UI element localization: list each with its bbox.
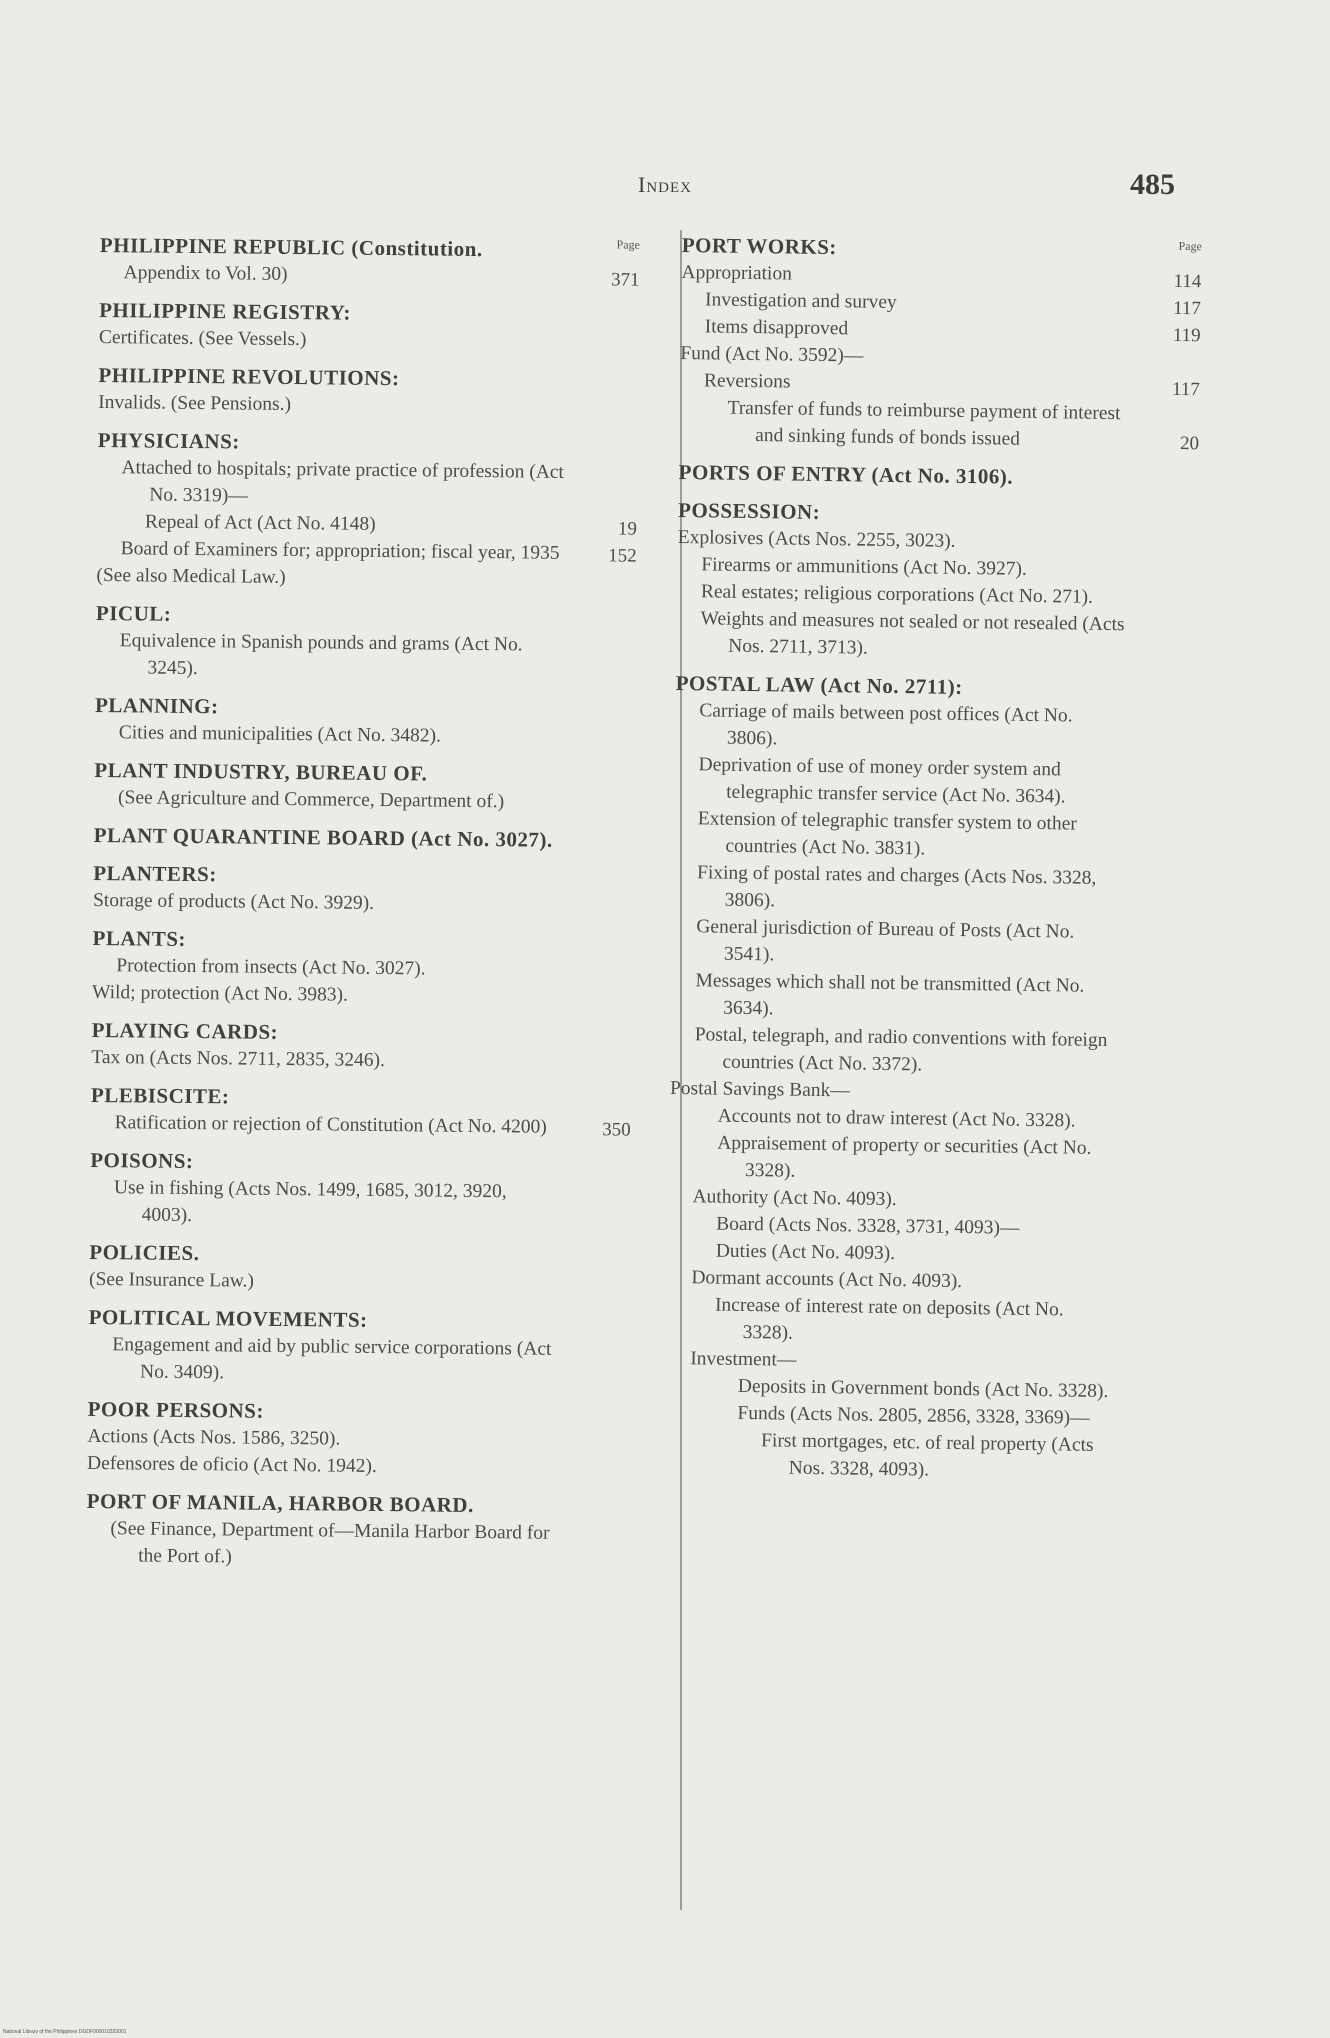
subline-text: Deprivation of use of money order system and telegraphic transfer service (Act No. 3634). <box>698 754 1066 808</box>
subline-text: Repeal of Act (Act No. 4148) <box>144 511 376 535</box>
entry-subline <box>666 1291 1117 1351</box>
index-entry <box>99 297 640 357</box>
entry-subline <box>673 805 1124 865</box>
index-entry <box>94 757 635 817</box>
entry-heading: PORT WORKS: <box>681 232 838 260</box>
entry-subline <box>672 913 1123 973</box>
subline-text: Defensores de oficio (Act No. 1942). <box>86 1452 377 1477</box>
subline-text: Appropriation <box>681 261 793 285</box>
subline-text: (See Agriculture and Commerce, Department of.) <box>117 787 505 813</box>
page-title: Index <box>638 172 692 197</box>
entry-subline <box>87 1450 557 1482</box>
page-column-label: Page <box>616 237 640 252</box>
subline-text: Carriage of mails between post offices (Act No. 3806). <box>699 700 1073 750</box>
subline-text: Authority (Act No. 4093). <box>692 1186 897 1211</box>
index-entry <box>96 427 638 595</box>
subline-text: Fund (Act No. 3592)— <box>680 342 864 367</box>
entry-subline <box>674 751 1125 811</box>
entry-subline <box>670 1021 1121 1081</box>
entry-subline <box>94 784 564 816</box>
entry-subline <box>89 1266 559 1298</box>
index-entry <box>679 232 1202 455</box>
entry-heading: PLAYING CARDS: <box>91 1017 279 1044</box>
entry-heading: PHILIPPINE REVOLUTIONS: <box>98 362 400 391</box>
index-entry <box>665 670 1196 1487</box>
entry-heading: PLANTERS: <box>93 860 217 887</box>
index-entry <box>86 1488 627 1575</box>
entry-subline <box>95 719 565 751</box>
subline-text: Postal Savings Bank— <box>669 1077 851 1102</box>
page-reference: 19 <box>617 518 638 540</box>
page-number: 485 <box>1130 168 1175 201</box>
entry-heading: POLICIES. <box>89 1239 200 1266</box>
index-entry <box>89 1239 630 1299</box>
subline-text: (See also Medical Law.) <box>96 564 286 588</box>
subline-text: Dormant accounts (Act No. 4093). <box>691 1267 963 1293</box>
index-entry <box>87 1396 628 1483</box>
subline-text: Tax on (Acts Nos. 2711, 2835, 3246). <box>91 1046 386 1072</box>
subline-text: Messages which shall not be transmitted (Act No. 3634). <box>695 970 1085 1020</box>
subline-text: Board of Examiners for; appropriation; fiscal year, 1935 <box>120 538 560 564</box>
entry-subline <box>679 394 1200 455</box>
entry-heading: PLANTS: <box>92 925 187 951</box>
subline-text: Invalids. (See Pensions.) <box>98 391 292 416</box>
subline-text: Wild; protection (Act No. 3983). <box>91 981 349 1006</box>
page-reference: 119 <box>1172 324 1201 347</box>
entry-subline <box>93 887 563 919</box>
entry-subline <box>671 967 1122 1027</box>
index-entry <box>91 1017 632 1077</box>
entry-subline <box>97 454 568 513</box>
page-reference: 117 <box>1171 378 1200 401</box>
entry-subline <box>86 1515 557 1574</box>
index-entry <box>676 497 1198 666</box>
entry-heading: PLANT INDUSTRY, BUREAU OF. <box>94 757 428 786</box>
subline-text: Increase of interest rate on deposits (Act No. 3328). <box>714 1294 1064 1344</box>
subline-text: Real estates; religious corporations (Act No. 271). <box>700 581 1094 608</box>
subline-text: Funds (Acts Nos. 2805, 2856, 3328, 3369)— <box>737 1402 1090 1429</box>
entry-subline <box>676 605 1127 665</box>
subline-text: Reversions <box>703 370 791 393</box>
subline-text: Investigation and survey <box>704 289 897 314</box>
page-column-label: Page <box>1178 238 1202 254</box>
entry-subline <box>665 1426 1116 1486</box>
subline-text: Board (Acts Nos. 3328, 3731, 4093)— <box>716 1213 1020 1239</box>
entry-heading: PLANNING: <box>94 692 219 719</box>
entry-heading: POSSESSION: <box>677 497 821 524</box>
subline-text: Investment— <box>690 1348 797 1371</box>
subline-text: Duties (Act No. 4093). <box>715 1240 896 1265</box>
index-entry <box>94 822 634 855</box>
entry-subline <box>98 389 568 421</box>
subline-text: Storage of products (Act No. 3929). <box>92 889 375 914</box>
subline-text: Explosives (Acts Nos. 2255, 3023). <box>677 526 956 552</box>
footer-credit: National Library of the Philippines DGDF000010333001 <box>3 2029 127 2035</box>
subline-text: Appraisement of property or securities (Act No. 3328). <box>717 1132 1092 1182</box>
entry-subline <box>92 979 562 1011</box>
index-entry <box>93 860 634 920</box>
entry-heading: POLITICAL MOVEMENTS: <box>88 1304 368 1332</box>
index-entry <box>95 692 636 752</box>
subline-text: Use in fishing (Acts Nos. 1499, 1685, 3012, 3920, 4003). <box>113 1177 507 1227</box>
subline-text: (See Insurance Law.) <box>88 1268 255 1292</box>
subline-text: Firearms or ammunitions (Act No. 3927). <box>701 554 1027 580</box>
index-entry <box>90 1147 631 1234</box>
entry-subline <box>91 1044 561 1076</box>
index-entry <box>88 1304 629 1391</box>
entry-subline <box>675 697 1126 757</box>
page-reference: 152 <box>608 545 637 567</box>
entry-heading: POOR PERSONS: <box>87 1396 265 1423</box>
index-entry <box>98 362 639 422</box>
entry-subline <box>672 859 1123 919</box>
subline-text: Certificates. (See Vessels.) <box>98 326 307 351</box>
subline-text: General jurisdiction of Bureau of Posts (Act No. 3541). <box>696 916 1075 966</box>
subline-text: Transfer of funds to reimburse payment of interest and sinking funds of bonds issued <box>727 397 1121 450</box>
entry-heading: PLANT QUARANTINE BOARD (Act No. 3027). <box>93 822 553 852</box>
page-reference: 117 <box>1173 297 1202 320</box>
entry-subline <box>95 627 566 686</box>
entry-heading: PHYSICIANS: <box>97 427 240 454</box>
subline-text: Items disapproved <box>704 316 849 340</box>
entry-heading: POISONS: <box>90 1147 194 1174</box>
index-entry <box>91 1082 632 1142</box>
subline-text: Appendix to Vol. 30) <box>123 262 288 285</box>
entry-subline <box>99 259 640 291</box>
right-column <box>665 232 1202 1487</box>
page-reference: 20 <box>1179 432 1200 455</box>
entry-subline <box>91 1109 631 1141</box>
subline-text: Extension of telegraphic transfer system to other countries (Act No. 3831). <box>697 808 1077 860</box>
entry-heading: PORT OF MANILA, HARBOR BOARD. <box>86 1488 474 1517</box>
entry-subline <box>99 324 569 356</box>
entry-heading: PICUL: <box>95 600 172 626</box>
page-reference: 350 <box>602 1119 631 1141</box>
entry-heading: PHILIPPINE REPUBLIC (Constitution. <box>99 232 483 262</box>
subline-text: Engagement and aid by public service corporations (Act No. 3409). <box>112 1334 552 1384</box>
entry-subline <box>88 1331 559 1390</box>
entry-heading: PLEBISCITE: <box>90 1082 230 1109</box>
subline-text: (See Finance, Department of—Manila Harbor Board for the Port of.) <box>110 1518 550 1568</box>
subline-text: First mortgages, etc. of real property (Acts Nos. 3328, 4093). <box>760 1430 1094 1481</box>
entry-heading: PHILIPPINE REGISTRY: <box>99 297 352 325</box>
entry-subline <box>96 562 566 594</box>
subline-text: Deposits in Government bonds (Act No. 3328). <box>737 1375 1109 1403</box>
subline-text: Protection from insects (Act No. 3027). <box>116 955 426 980</box>
entry-subline <box>90 1174 561 1233</box>
subline-text: Actions (Acts Nos. 1586, 3250). <box>87 1425 341 1450</box>
subline-text: Ratification or rejection of Constitution (Act No. 4200) <box>114 1112 547 1138</box>
subline-text: Postal, telegraph, and radio conventions with foreign countries (Act No. 3372). <box>694 1024 1108 1076</box>
left-column <box>86 232 640 1575</box>
page-reference: 371 <box>610 269 640 291</box>
subline-text: Accounts not to draw interest (Act No. 3328). <box>717 1105 1076 1132</box>
entry-heading: POSTAL LAW (Act No. 2711): <box>675 670 963 699</box>
subline-text: Equivalence in Spanish pounds and grams (Act No. 3245). <box>119 630 523 680</box>
index-entry <box>99 232 640 292</box>
index-entry <box>95 600 636 687</box>
subline-text: Attached to hospitals; private practice of profession (Act No. 3319)— <box>121 457 565 507</box>
subline-text: Weights and measures not sealed or not resealed (Acts Nos. 2711, 3713). <box>700 608 1125 659</box>
entry-subline <box>669 1129 1120 1189</box>
entry-heading: PORTS OF ENTRY (Act No. 3106). <box>678 459 1014 489</box>
page-reference: 114 <box>1173 270 1202 293</box>
index-entry <box>92 925 633 1012</box>
subline-text: Cities and municipalities (Act No. 3482). <box>118 722 442 747</box>
subline-text: Fixing of postal rates and charges (Acts Nos. 3328, 3806). <box>696 862 1097 912</box>
